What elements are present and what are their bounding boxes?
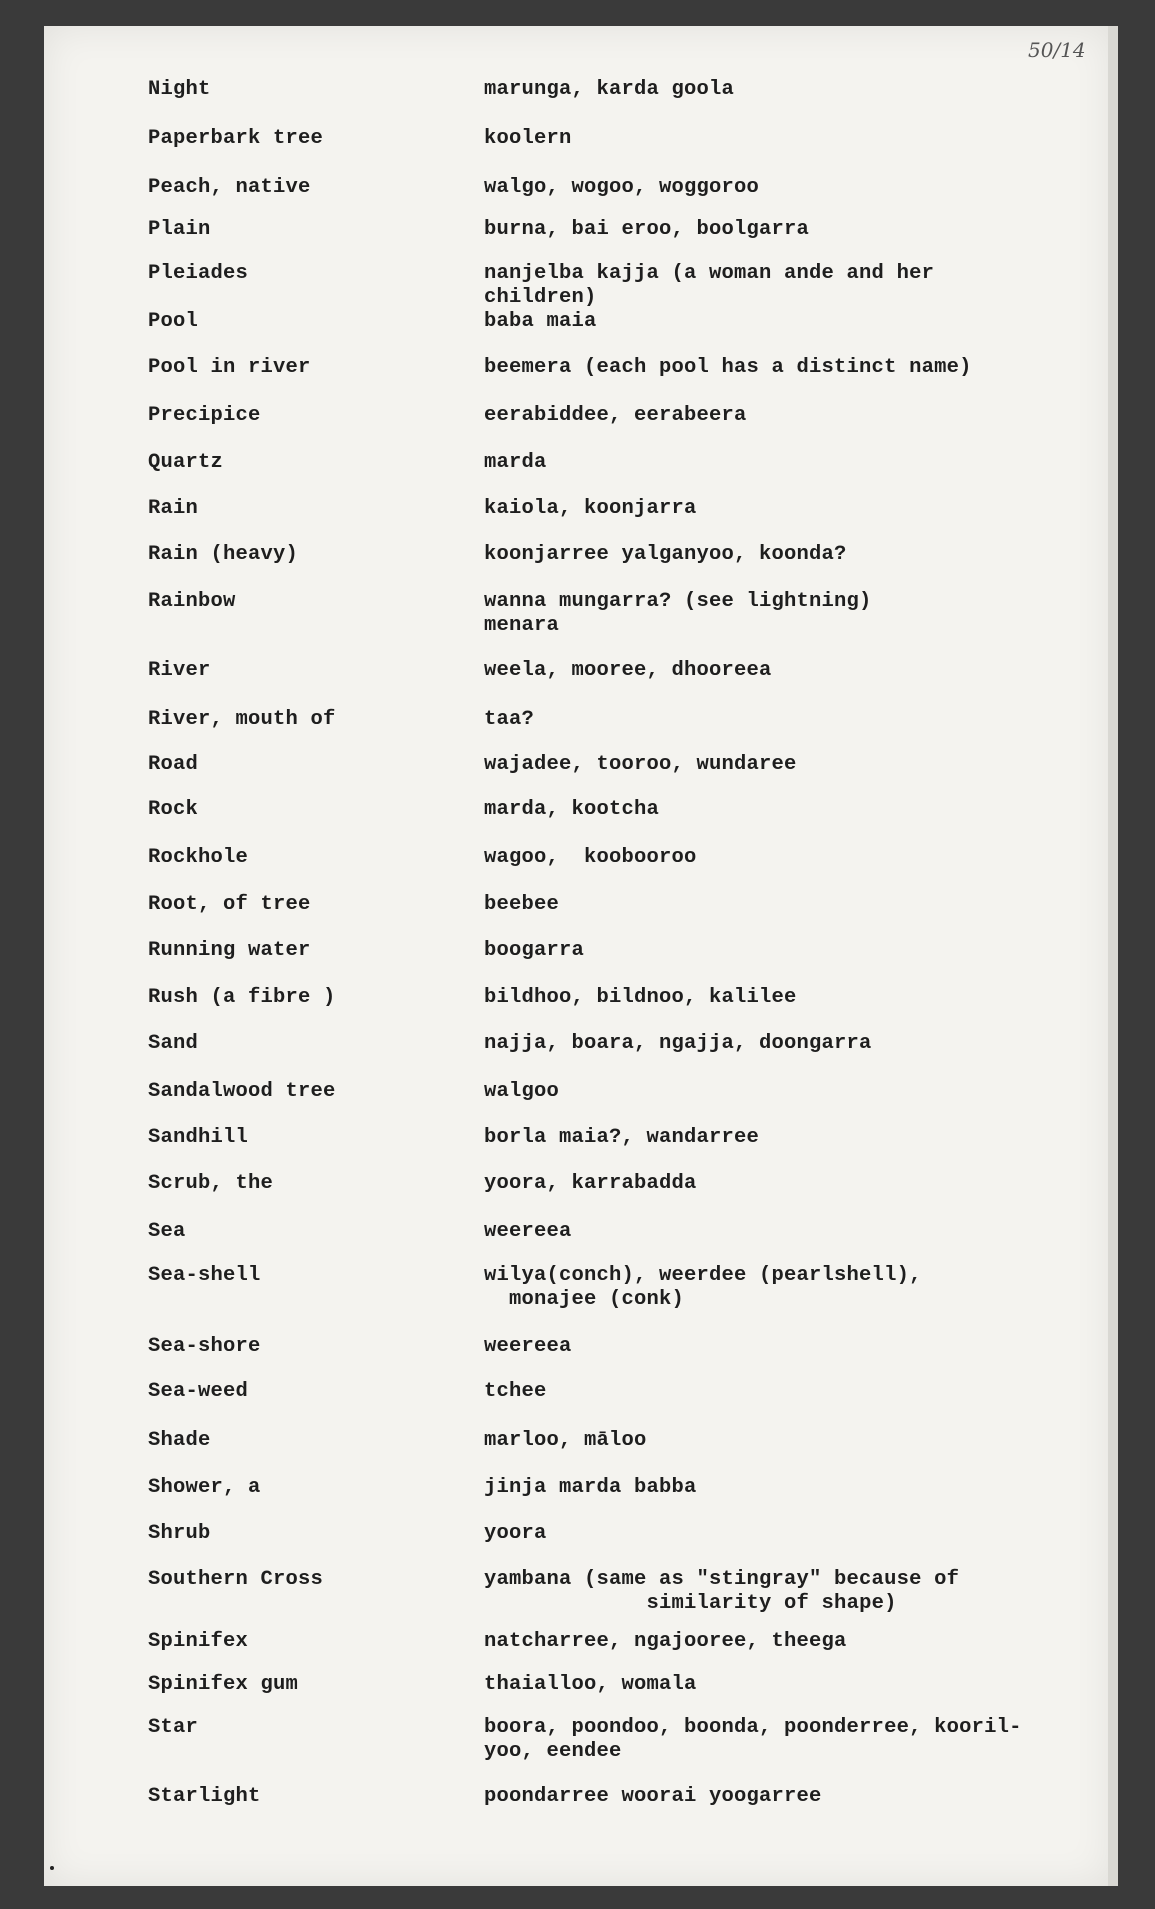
entry-definition: wilya(conch), weerdee (pearlshell), monajee (conk) xyxy=(484,1264,922,1311)
entry-term: Sandhill xyxy=(148,1126,249,1149)
entry-definition: natcharree, ngajooree, theega xyxy=(484,1630,847,1653)
entry-definition: marloo, māloo xyxy=(484,1429,647,1452)
entry-definition: marunga, karda goola xyxy=(484,78,735,101)
entry-term: Southern Cross xyxy=(148,1568,324,1591)
entry-definition: najja, boara, ngajja, doongarra xyxy=(484,1032,872,1055)
entry-term: Sandalwood tree xyxy=(148,1080,336,1103)
entry-definition: nanjelba kajja (a woman ande and her children) xyxy=(484,262,947,309)
entry-term: Shower, a xyxy=(148,1476,261,1499)
entry-definition: taa? xyxy=(484,708,535,731)
entry-term: Rain (heavy) xyxy=(148,543,299,566)
entry-term: Spinifex gum xyxy=(148,1673,299,1696)
entry-definition: beemera (each pool has a distinct name) xyxy=(484,356,972,379)
entry-term: Rock xyxy=(148,798,199,821)
entry-definition: kaiola, koonjarra xyxy=(484,497,697,520)
entry-term: Running water xyxy=(148,939,311,962)
entry-term: Shade xyxy=(148,1429,211,1452)
entry-term: Precipice xyxy=(148,404,261,427)
entry-definition: walgo, wogoo, woggoroo xyxy=(484,176,760,199)
entry-term: Starlight xyxy=(148,1785,261,1808)
entry-term: Sea xyxy=(148,1220,186,1243)
entry-term: Rain xyxy=(148,497,199,520)
entry-definition: wajadee, tooroo, wundaree xyxy=(484,753,797,776)
entry-term: Scrub, the xyxy=(148,1172,274,1195)
entry-term: Paperbark tree xyxy=(148,127,324,150)
entry-definition: marda xyxy=(484,451,547,474)
entry-definition: bildhoo, bildnoo, kalilee xyxy=(484,986,797,1009)
entry-definition: burna, bai eroo, boolgarra xyxy=(484,218,810,241)
entry-definition: poondarree woorai yoogarree xyxy=(484,1785,822,1808)
entry-term: Root, of tree xyxy=(148,893,311,916)
entry-definition: boogarra xyxy=(484,939,585,962)
entry-definition: beebee xyxy=(484,893,560,916)
entry-term: Pleiades xyxy=(148,262,249,285)
entry-definition: borla maia?, wandarree xyxy=(484,1126,760,1149)
entry-definition: koonjarree yalganyoo, koonda? xyxy=(484,543,847,566)
entry-definition: weereea xyxy=(484,1335,572,1358)
entry-definition: eerabiddee, eerabeera xyxy=(484,404,747,427)
entry-definition: weela, mooree, dhooreea xyxy=(484,659,772,682)
ink-speck xyxy=(50,1866,54,1870)
entry-definition: weereea xyxy=(484,1220,572,1243)
entry-definition: walgoo xyxy=(484,1080,560,1103)
entry-term: Night xyxy=(148,78,211,101)
entry-definition: boora, poondoo, boonda, poonderree, kooril- yoo, eendee xyxy=(484,1716,1022,1763)
entry-definition: yoora xyxy=(484,1522,547,1545)
entry-term: Spinifex xyxy=(148,1630,249,1653)
entry-term: Sea-shell xyxy=(148,1264,261,1287)
entry-term: Sea-weed xyxy=(148,1380,249,1403)
entry-term: Quartz xyxy=(148,451,224,474)
entry-definition: tchee xyxy=(484,1380,547,1403)
entry-term: Sea-shore xyxy=(148,1335,261,1358)
entry-definition: koolern xyxy=(484,127,572,150)
entry-term: Peach, native xyxy=(148,176,311,199)
entry-term: Pool in river xyxy=(148,356,311,379)
entry-term: Rainbow xyxy=(148,590,236,613)
entry-definition: thaialloo, womala xyxy=(484,1673,697,1696)
entry-definition: wanna mungarra? (see lightning) menara xyxy=(484,590,872,637)
entry-term: Road xyxy=(148,753,199,776)
page-number: 50/14 xyxy=(1028,38,1086,62)
entry-term: Pool xyxy=(148,310,199,333)
entry-term: Sand xyxy=(148,1032,199,1055)
entry-definition: marda, kootcha xyxy=(484,798,660,821)
entry-definition: yoora, karrabadda xyxy=(484,1172,697,1195)
entry-definition: yambana (same as "stingray" because of similarity of shape) xyxy=(484,1568,960,1615)
entry-term: Star xyxy=(148,1716,199,1739)
entry-term: River xyxy=(148,659,211,682)
entry-term: Plain xyxy=(148,218,211,241)
entry-definition: jinja marda babba xyxy=(484,1476,697,1499)
entry-term: Shrub xyxy=(148,1522,211,1545)
entry-term: Rush (a fibre ) xyxy=(148,986,336,1009)
entry-term: Rockhole xyxy=(148,846,249,869)
entry-definition: wagoo, koobooroo xyxy=(484,846,697,869)
entry-definition: baba maia xyxy=(484,310,597,333)
entry-term: River, mouth of xyxy=(148,708,336,731)
